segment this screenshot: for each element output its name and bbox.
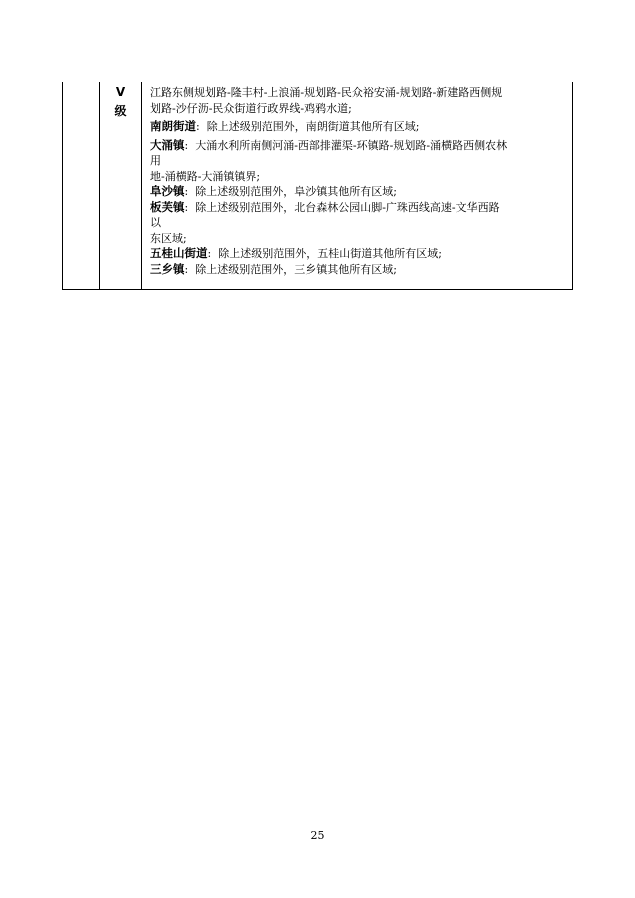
level-mark: V — [115, 85, 126, 99]
district-description: 东区域; — [150, 231, 187, 245]
district-name: 大涌镇 — [150, 137, 185, 152]
district-description: 以 — [150, 216, 161, 229]
list-item: 南朗街道: 除上述级别范围外，南朗街道其他所有区域; — [150, 119, 420, 133]
intro-line: 划路-沙仔沥-民众街道行政界线-鸡鸦水道; — [150, 101, 352, 115]
intro-line: 江路东侧规划路-隆丰村-上浪涌-规划路-民众裕安涌-规划路-新建路西侧规 — [150, 86, 503, 99]
list-item: 五桂山街道: 除上述级别范围外，五桂山街道其他所有区域; — [150, 246, 442, 260]
district-description: 大涌水利所南侧河涌-西部排灌渠-环镇路-规划路-涌横路西侧农林 — [195, 138, 508, 152]
list-item: 三乡镇: 除上述级别范围外，三乡镇其他所有区域; — [150, 261, 397, 276]
intro-text — [150, 85, 568, 116]
district-name: 南朗街道 — [150, 119, 196, 133]
level-suffix: 级 — [114, 104, 127, 118]
district-description: 除上述级别范围外，南朗街道其他所有区域; — [206, 120, 420, 133]
district-name: 五桂山街道 — [150, 246, 208, 260]
list-item: 阜沙镇: 除上述级别范围外，阜沙镇其他所有区域; — [150, 184, 397, 198]
table-row — [63, 82, 573, 290]
page-number: 25 — [310, 829, 325, 842]
level-cell — [100, 82, 142, 290]
district-name: 三乡镇 — [150, 261, 185, 276]
district-name: 阜沙镇 — [150, 184, 185, 198]
list-item: 板芙镇: 除上述级别范围外，北台森林公园山脚-广珠西线高速-文华西路 以 东区域; — [150, 200, 568, 247]
district-description: 用 — [150, 154, 161, 167]
index-cell — [63, 82, 100, 290]
district-description: 除上述级别范围外，三乡镇其他所有区域; — [195, 262, 397, 276]
district-description: 地-涌横路-大涌镇镇界; — [150, 169, 261, 183]
district-description: 除上述级别范围外，阜沙镇其他所有区域; — [195, 185, 397, 198]
list-item: 大涌镇: 大涌水利所南侧河涌-西部排灌渠-环镇路-规划路-涌横路西侧农林 用 地-涌横路-大涌镇镇界; — [150, 138, 568, 185]
content-cell — [142, 82, 573, 290]
zoning-table — [62, 82, 573, 290]
district-description: 除上述级别范围外，北台森林公园山脚-广珠西线高速-文华西路 — [195, 200, 500, 214]
district-name: 板芙镇 — [150, 199, 185, 214]
district-description: 除上述级别范围外，五桂山街道其他所有区域; — [218, 247, 442, 260]
